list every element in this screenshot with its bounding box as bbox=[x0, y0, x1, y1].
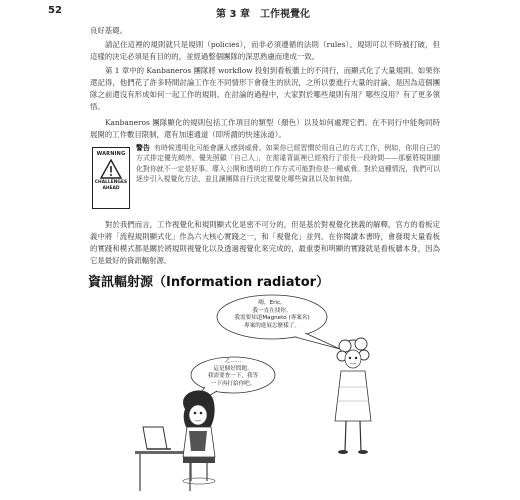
paragraph-closing: 對於我們而言，工作視覺化和規則顯式化是密不可分的，但是基於對視覺化狹義的解釋，官方的看板定義中將「流程規則顯式化」作為六大核心實踐之一，和「視覺化」並列。在你閱讀本書時，會發現大量看板的實踐和模式都是關於將規則視覺化以及透過視覺化來完成的，最重要和明顯的實踐就是看板牆本身，因為它是最好的資訊輻射源。 bbox=[90, 220, 440, 265]
bubble-left-line: 這是個好問題。 bbox=[213, 365, 253, 372]
bubble-left-line: 我需要查一下，我等 bbox=[207, 373, 259, 380]
paragraph-policies: 請記住這裡的規則就只是規則（policies），而非必須遵循的法則（rules）。規則可以不時被打破，但這樣的決定必須是有目的的，並經過整個團隊的深思熟慮而達成一致。 bbox=[90, 40, 440, 61]
bubble-right-line: 我一直在找你。 bbox=[252, 307, 292, 314]
speech-bubble-left bbox=[193, 358, 273, 388]
bubble-left-line: 之…… bbox=[224, 358, 242, 364]
warning-sign-bottom-text: CHALLENGES AHEAD bbox=[94, 180, 128, 191]
page-header bbox=[48, 5, 478, 19]
warning-triangle-icon bbox=[100, 159, 122, 179]
bubble-right-line: 我需要知道Magneto (專案名) bbox=[234, 315, 310, 322]
warning-text bbox=[136, 143, 440, 185]
bubble-right-line: 嗨，Eric， bbox=[258, 300, 286, 306]
warning-box bbox=[88, 143, 444, 213]
warning-sign-top-text: WARNING bbox=[96, 151, 126, 157]
section-heading: 資訊輻射源（Information radiator） bbox=[88, 275, 330, 290]
paragraph-kanbaneros-workflow: 第 1 章中的 Kanbaneros 團隊將 workflow 投射到看板牆上的不同行，而顯式化了大量規則。如果你還記得，他們花了許多時間討論工作在不同情形下會發生的狀況，之所以要進行大量的討論，是因為這個團隊之前還沒有形成如何一起工作的規則。在討論的過程中，大家對於哪些規則有用？哪些沒用？有了更多領悟。 bbox=[90, 66, 440, 111]
page-number: 52 bbox=[48, 5, 62, 16]
chapter-title: 第 3 章 工作視覺化 bbox=[216, 9, 310, 20]
speech-bubble-right bbox=[219, 300, 325, 330]
warning-label: 警告 bbox=[136, 144, 150, 152]
paragraph-continued: 良好基礎。 bbox=[90, 26, 127, 35]
warning-sign-image bbox=[92, 147, 130, 209]
comic-illustration bbox=[135, 291, 435, 491]
bubble-right-line: 專案的進展怎麼樣了。 bbox=[244, 322, 300, 329]
bubble-left-line: 一下再打給你吧。 bbox=[210, 380, 256, 387]
paragraph-kanbaneros-rules: Kanbaneros 團隊顯化的規則包括工作項目的類型（顏色）以及如何處理它們、在不同行中能夠同時展開的工作數目限制，還有加速通道（即所謂的快速泳道）。 bbox=[90, 118, 440, 139]
warning-body: 有時候透明化可能會讓人感到威脅。如果你已經習慣於用自己的方式工作，例如，你用自己的方式排定優先順序，優先照顧「自己人」，在需違背區裡已經飛行了很長一段時間——那麼將規則顯化對你就不一定是好事。導入公開和透明的工作方式可能對你是一種威脅。對於這種情況，我們可以逐步引入視覺化方法，並且讓團隊自行決定視覺化哪些資訊以及如何做。 bbox=[136, 144, 441, 184]
